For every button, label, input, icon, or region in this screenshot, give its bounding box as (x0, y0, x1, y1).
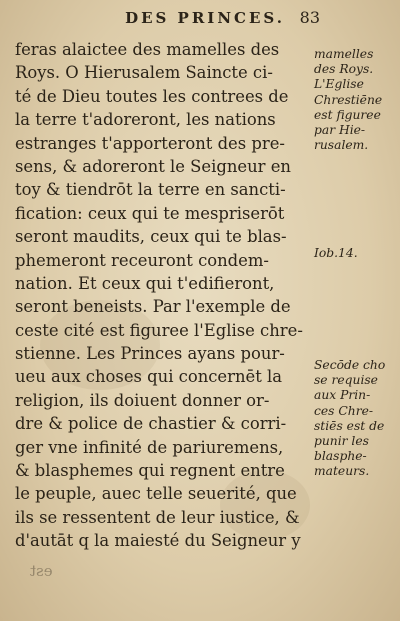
margin-line: blasphe- (314, 449, 367, 464)
text-line: dre & police de chastier & corri- (15, 414, 287, 434)
main-text-block (15, 38, 312, 553)
bleed-through-catchword: est (30, 562, 53, 580)
text-line: seront maudits, ceux qui te blas- (15, 227, 287, 247)
text-line: le peuple, auec telle seuerité, que (15, 484, 297, 504)
text-line: Roys. O Hierusalem Saincte ci- (15, 63, 273, 83)
margin-note-second-thing (314, 358, 396, 480)
text-line: ger vne infinité de pariuremens, (15, 437, 284, 457)
running-header (90, 6, 320, 30)
margin-note-citation (314, 246, 396, 261)
text-line: ceste cité est figuree l'Eglise chre- (15, 320, 303, 340)
margin-line: mateurs. (314, 464, 370, 479)
text-line: la terre t'adoreront, les nations (15, 110, 276, 130)
margin-line: se requise (314, 373, 378, 388)
text-line: nation. Et ceux qui t'edifieront, (15, 273, 275, 293)
margin-line: Secōde cho (314, 358, 386, 372)
margin-line: est figuree (314, 107, 381, 122)
margin-line: Chrestiēne (314, 92, 383, 107)
margin-line: punir les (314, 434, 369, 449)
text-line: stienne. Les Princes ayans pour- (15, 344, 285, 364)
running-title: DES PRINCES. (125, 9, 285, 27)
text-line: estranges t'apporteront des pre- (15, 133, 285, 153)
text-line: ueu aux choses qui concernēt la (15, 367, 283, 387)
text-line: feras alaictee des mamelles des (15, 40, 280, 59)
margin-line: aux Prin- (314, 388, 371, 403)
text-line: phemeront receuront condem- (15, 250, 269, 270)
text-line: d'autāt q la maiesté du Seigneur y (15, 531, 301, 551)
margin-line: stiēs est de (314, 418, 385, 433)
margin-note-church (314, 47, 396, 153)
margin-line: des Roys. (314, 62, 374, 77)
text-line: seront beneists. Par l'exemple de (15, 297, 291, 317)
margin-line: mamelles (314, 47, 374, 61)
text-line: religion, ils doiuent donner or- (15, 390, 270, 410)
text-line: & blasphemes qui regnent entre (15, 461, 285, 481)
page-number: 83 (299, 8, 320, 27)
margin-line: Iob.14. (314, 246, 358, 260)
text-line: ils se ressentent de leur iustice, & (15, 507, 300, 527)
margin-line: par Hie- (314, 123, 366, 138)
text-line: fication: ceux qui te mespriserōt (15, 203, 285, 223)
margin-line: ces Chre- (314, 403, 374, 418)
text-line: té de Dieu toutes les contrees de (15, 86, 289, 106)
text-line: sens, & adoreront le Seigneur en (15, 156, 291, 176)
text-line: toy & tiendrōt la terre en sancti- (15, 180, 286, 200)
margin-line: rusalem. (314, 138, 369, 153)
margin-line: L'Eglise (314, 77, 364, 92)
